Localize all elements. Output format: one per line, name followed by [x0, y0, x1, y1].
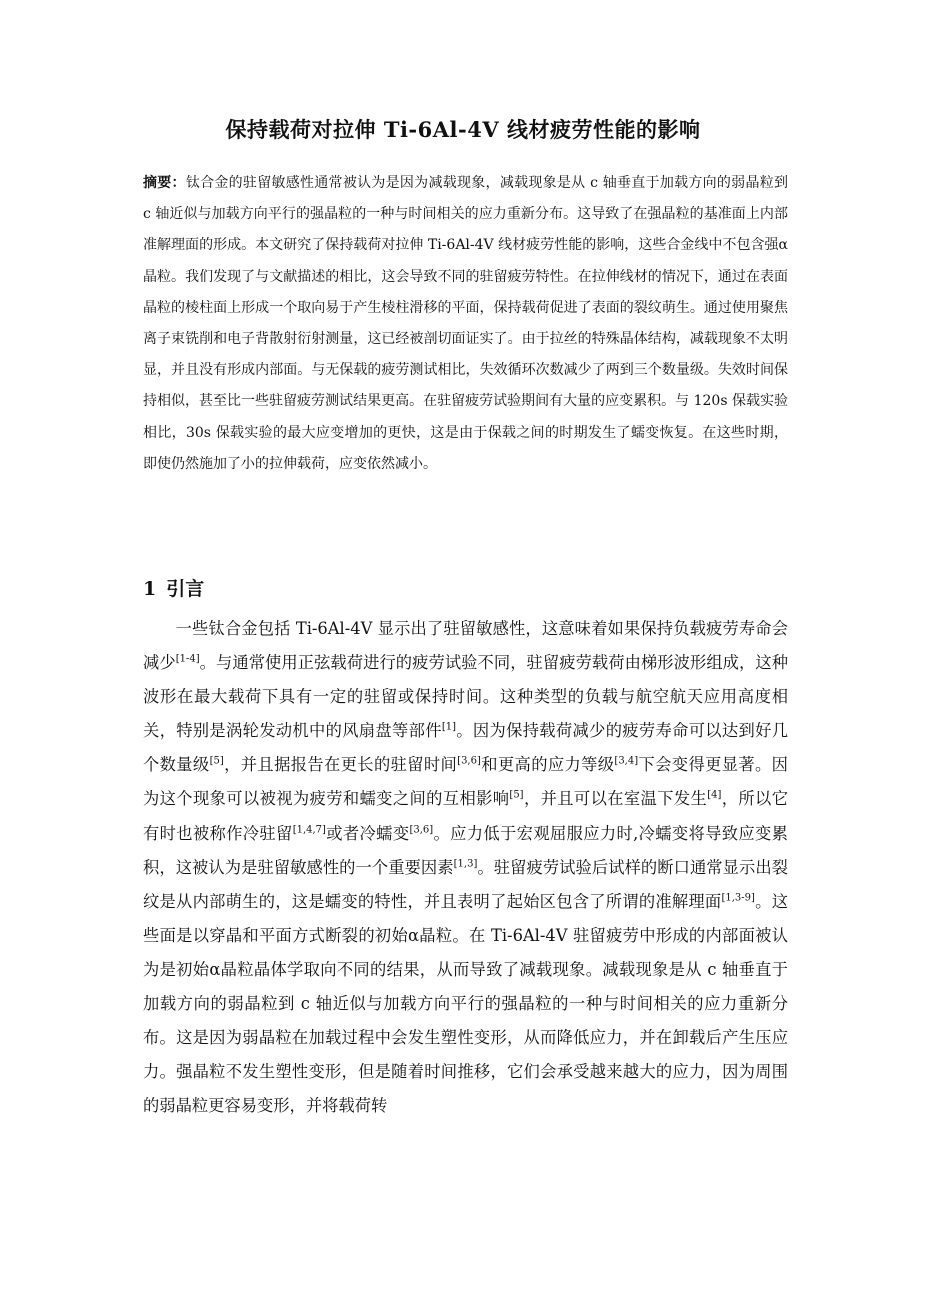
- body-text: 下会变得更显著。因为这个现象可以被视为疲劳和蠕变之间的互相影响: [143, 755, 788, 809]
- body-paragraph: [143, 612, 788, 1123]
- body-text: 一些钛合金包括 Ti-6Al-4V 显示出了驻留敏感性，这意味着如果保持负载疲劳寿命会减少: [143, 619, 788, 673]
- citation: [1]: [441, 721, 456, 733]
- citation: [1,3-9]: [721, 892, 755, 904]
- body-text: 和更高的应力等级: [480, 755, 615, 775]
- citation: [3,4]: [614, 755, 639, 767]
- body-text: 。与通常使用正弦载荷进行的疲劳试验不同，驻留疲劳载荷由梯形波形组成，这种波形在最大载荷下具有一定的驻留或保持时间。这种类型的负载与航空航天应用高度相关，特别是涡轮发动机中的风扇盘等部件: [143, 653, 788, 741]
- body-text: 。这些面是以穿晶和平面方式断裂的初始α晶粒。在 Ti-6Al-4V 驻留疲劳中形成的内部面被认为是初始α晶粒晶体学取向不同的结果，从而导致了减载现象。减载现象是从 c 轴垂直于加载方向的弱晶粒到 c 轴近似与加载方向平行的强晶粒的一种与时间相关的应力重新分布。这是因为弱晶粒在加载过程中会发生塑性变形，从而降低应力，并在卸载后产生压应力。强晶粒不发生塑性变形，但是随着时间推移，它们会承受越来越大的应力，因为周围的弱晶粒更容易变形，并将载荷转: [143, 891, 788, 1116]
- body-text: 。驻留疲劳试验后试样的断口通常显示出裂纹是从内部萌生的，这是蠕变的特性，并且表明了起始区包含了所谓的准解理面: [143, 857, 788, 911]
- body-text: ，并且可以在室温下发生: [523, 789, 708, 809]
- citation: [4]: [707, 790, 722, 802]
- body-text: ，并且据报告在更长的驻留时间: [223, 755, 458, 775]
- citation: [1,4,7]: [292, 824, 326, 836]
- section-heading: [143, 574, 204, 601]
- section-number: 1: [143, 578, 157, 600]
- citation: [1,3]: [453, 858, 478, 870]
- citation: [3,6]: [409, 824, 434, 836]
- body-text: 。因为保持载荷减少的疲劳寿命可以达到好几个数量级: [143, 721, 788, 775]
- paper-title: 保持载荷对拉伸 Ti-6Al-4V 线材疲劳性能的影响: [225, 117, 701, 142]
- citation: [3,6]: [457, 755, 481, 767]
- abstract-text: 钛合金的驻留敏感性通常被认为是因为减载现象，减载现象是从 c 轴垂直于加载方向的弱晶粒到 c 轴近似与加载方向平行的强晶粒的一种与时间相关的应力重新分布。这导致了在强晶粒的基准面上内部准解理面的形成。本文研究了保持载荷对拉伸 Ti-6Al-4V 线材疲劳性能的影响，这些合金线中不包含强α晶粒。我们发现了与文献描述的相比，这会导致不同的驻留疲劳特性。在拉伸线材的情况下，通过在表面晶粒的棱柱面上形成一个取向易于产生棱柱滑移的平面，保持载荷促进了表面的裂纹萌生。通过使用聚焦离子束铣削和电子背散射衍射测量，这已经被剖切面证实了。由于拉丝的特殊晶体结构，减载现象不太明显，并且没有形成内部面。与无保载的疲劳测试相比，失效循环次数减少了两到三个数量级。失效时间保持相似，甚至比一些驻留疲劳测试结果更高。在驻留疲劳试验期间有大量的应变累积。与 120s 保载实验相比，30s 保载实验的最大应变增加的更快，这是由于保载之间的时期发生了蠕变恢复。在这些时期，即使仍然施加了小的拉伸载荷，应变依然减小。: [143, 175, 789, 472]
- abstract: [143, 168, 788, 480]
- citation: [5]: [509, 790, 524, 802]
- body-text: 。应力低于宏观屈服应力时,冷蠕变将导致应变累积，这被认为是驻留敏感性的一个重要因素: [143, 823, 788, 877]
- citation: [1-4]: [175, 653, 200, 665]
- body-text: 或者冷蠕变: [325, 823, 410, 843]
- body-text: ，所以它有时也被称作冷驻留: [143, 789, 788, 843]
- citation: [5]: [209, 755, 224, 767]
- section-title: 引言: [166, 578, 205, 600]
- abstract-label: 摘要：: [143, 175, 186, 191]
